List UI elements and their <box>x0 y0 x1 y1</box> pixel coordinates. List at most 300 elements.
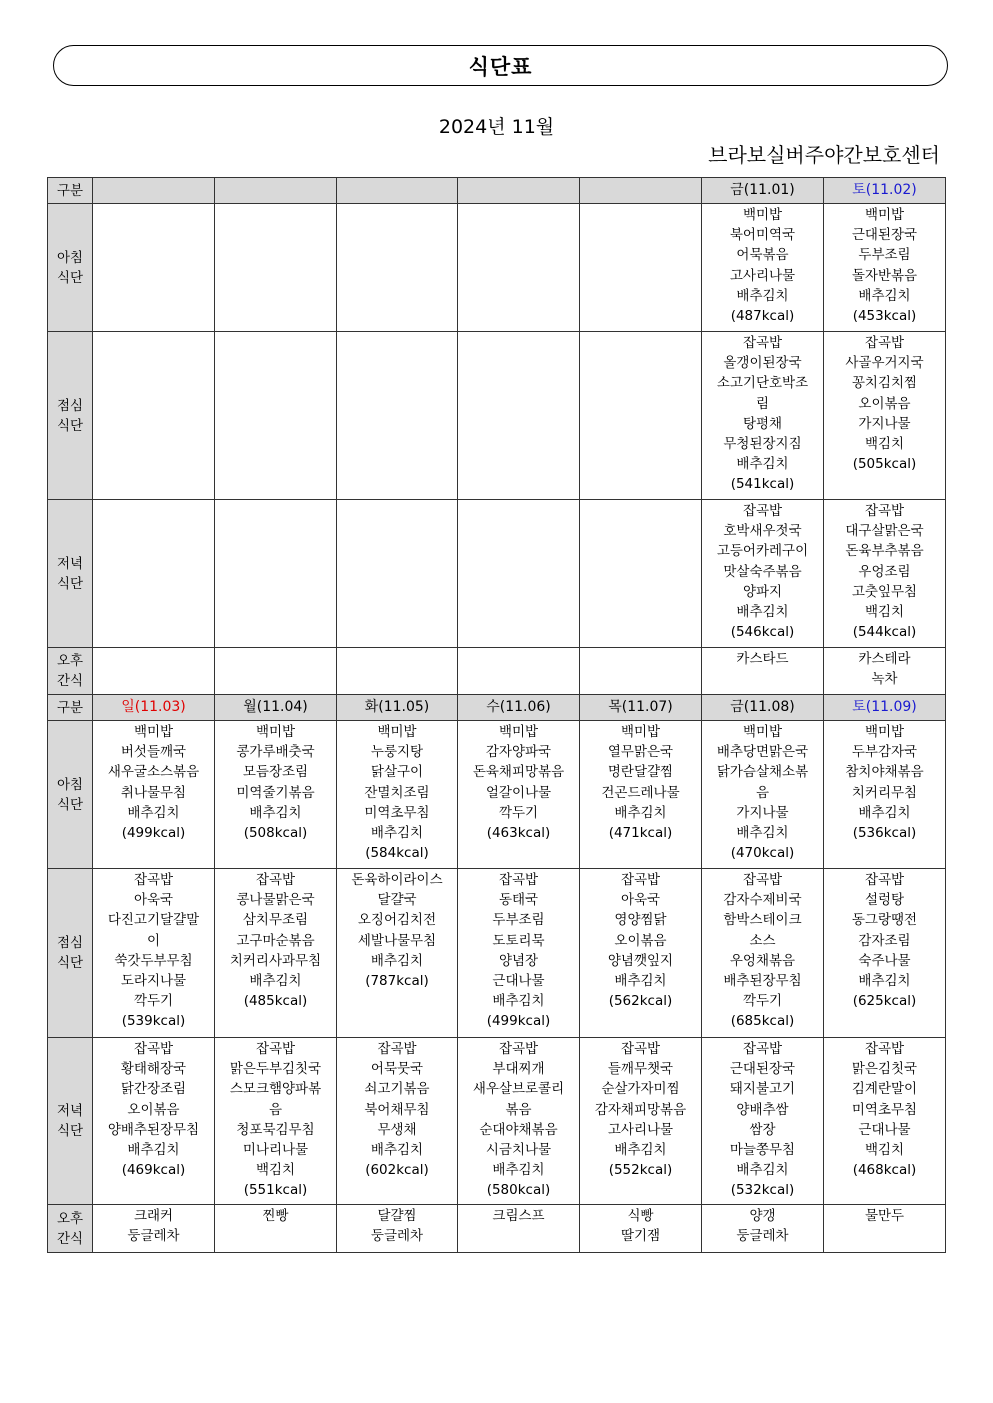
title-box <box>53 45 948 86</box>
dinner-cell <box>215 1038 337 1205</box>
menu-list <box>337 332 457 333</box>
lunch-cell <box>458 332 580 500</box>
header-row <box>48 695 946 721</box>
menu-item: 달걀찜 <box>377 1208 417 1224</box>
menu-item: (469kcal) <box>121 1162 186 1179</box>
dinner-cell <box>337 500 458 648</box>
menu-item: 백미밥 <box>742 207 783 223</box>
menu-item: 다진고기달걀말 <box>107 912 200 929</box>
day-label: 월(11.04) <box>243 699 308 716</box>
menu-item: (471kcal) <box>608 825 673 842</box>
menu-item: 잡곡밥 <box>255 1041 296 1057</box>
menu-item: 물만두 <box>864 1208 905 1224</box>
breakfast-label <box>48 204 93 332</box>
day-label: 토(11.09) <box>852 699 917 716</box>
menu-item: 우엉채볶음 <box>729 952 796 969</box>
menu-list <box>702 1038 823 1201</box>
menu-item: 돈육채피망볶음 <box>472 764 565 781</box>
menu-item: (551kcal) <box>243 1182 308 1199</box>
menu-item: 콩나물맑은국 <box>236 892 315 909</box>
menu-list <box>215 204 336 205</box>
menu-list <box>458 721 579 843</box>
menu-item: 우엉조림 <box>858 563 911 580</box>
menu-item: 도라지나물 <box>120 973 187 990</box>
snack-label <box>48 1205 93 1253</box>
menu-item: 맑은김칫국 <box>851 1061 918 1078</box>
menu-item: 어묵볶음 <box>736 247 789 264</box>
lunch-cell <box>215 332 337 500</box>
menu-item: 배추김치 <box>858 973 911 990</box>
menu-item: 음 <box>268 1101 283 1118</box>
menu-item: 근대된장국 <box>729 1061 796 1078</box>
menu-list <box>824 500 945 642</box>
center-name: 브라보실버주야간보호센터 <box>708 143 940 167</box>
menu-item: 녹차 <box>871 671 898 688</box>
menu-item: 소스 <box>749 932 776 949</box>
menu-list <box>580 721 701 843</box>
menu-item: (552kcal) <box>608 1162 673 1179</box>
label-line: 점심 <box>56 397 84 414</box>
menu-list <box>458 500 579 501</box>
lunch-label <box>48 869 93 1038</box>
snack-cell <box>337 1205 458 1253</box>
menu-item: (485kcal) <box>243 993 308 1010</box>
menu-item: 고등어카레구이 <box>716 543 809 560</box>
menu-item: 백미밥 <box>864 207 905 223</box>
breakfast-cell <box>337 204 458 332</box>
menu-list <box>458 869 579 1032</box>
menu-item: (541kcal) <box>730 476 795 493</box>
menu-list <box>93 648 214 649</box>
menu-item: (625kcal) <box>852 993 917 1010</box>
dinner-cell <box>458 1038 580 1205</box>
menu-item: 둥글레차 <box>127 1228 180 1245</box>
menu-item: 미역초무침 <box>851 1101 918 1118</box>
menu-item: 배추김치 <box>249 973 302 990</box>
menu-item: (453kcal) <box>852 308 917 325</box>
menu-item: 시금치나물 <box>485 1142 552 1159</box>
menu-item: 백김치 <box>255 1162 296 1179</box>
lunch-cell <box>337 332 458 500</box>
breakfast-cell <box>702 204 824 332</box>
menu-item: 배추김치 <box>492 1162 545 1179</box>
menu-item: 콩가루배춧국 <box>236 744 315 761</box>
label-line: 식단 <box>56 796 84 813</box>
menu-item: (536kcal) <box>852 825 917 842</box>
menu-list <box>458 1205 579 1226</box>
day-label: 화(11.05) <box>364 699 430 716</box>
day-header <box>337 695 458 721</box>
label-line: 저녁 <box>56 555 84 572</box>
lunch-cell <box>337 869 458 1038</box>
menu-item: 백미밥 <box>133 724 174 740</box>
menu-item: 배추김치 <box>370 952 424 969</box>
menu-item: 대구살맑은국 <box>845 523 924 540</box>
menu-item: 들깨무챗국 <box>607 1061 674 1078</box>
breakfast-row <box>48 721 946 869</box>
menu-list <box>93 721 214 843</box>
day-label: 금(11.08) <box>730 699 795 716</box>
lunch-cell <box>580 869 702 1038</box>
dinner-cell <box>580 1038 702 1205</box>
menu-item: 감자양파국 <box>485 744 552 761</box>
menu-item: 백미밥 <box>498 724 539 740</box>
menu-item: 잡곡밥 <box>498 1041 539 1057</box>
menu-item: 마늘쫑무침 <box>729 1142 796 1159</box>
label-line: 아침 <box>56 776 84 793</box>
menu-item: 올갱이된장국 <box>723 355 802 372</box>
menu-item: 소고기단호박조 <box>716 375 809 392</box>
menu-item: 배추당면맑은국 <box>716 744 809 761</box>
menu-item: 오이볶음 <box>614 932 667 949</box>
menu-item: 배추김치 <box>858 804 911 821</box>
menu-item: (546kcal) <box>730 624 795 641</box>
menu-list <box>702 500 823 642</box>
menu-item: 취나물무침 <box>120 784 187 801</box>
dinner-cell <box>93 1038 215 1205</box>
menu-item: 볶음 <box>505 1101 532 1118</box>
day-label: 수(11.06) <box>486 699 551 716</box>
dinner-cell <box>702 1038 824 1205</box>
menu-item: 잡곡밥 <box>742 335 783 351</box>
menu-item: 순대야채볶음 <box>479 1121 558 1138</box>
menu-item: 양갱 <box>749 1208 776 1224</box>
menu-list <box>215 500 336 501</box>
menu-list <box>702 648 823 669</box>
menu-item: 근대된장국 <box>851 227 918 244</box>
header-label: 구분 <box>48 695 93 721</box>
menu-list <box>93 869 214 1032</box>
menu-list <box>580 869 701 1011</box>
menu-item: 감자수제비국 <box>723 892 802 909</box>
lunch-row <box>48 332 946 500</box>
lunch-cell <box>824 869 946 1038</box>
day-header <box>93 178 215 204</box>
snack-cell <box>458 648 580 695</box>
day-label: 금(11.01) <box>730 182 795 199</box>
menu-item: 잡곡밥 <box>377 1041 417 1057</box>
menu-item: 새우살브로콜리 <box>472 1081 565 1098</box>
menu-item: 가지나물 <box>858 415 911 432</box>
menu-item: 사골우거지국 <box>845 355 924 372</box>
menu-item: 잡곡밥 <box>864 1041 905 1057</box>
menu-item: 스모크햄양파볶 <box>229 1081 322 1098</box>
menu-item: 쌈장 <box>749 1121 776 1138</box>
menu-list <box>580 500 701 501</box>
menu-item: 도토리묵 <box>492 932 545 949</box>
menu-item: 무생채 <box>377 1121 417 1138</box>
dinner-cell <box>824 500 946 648</box>
menu-item: 버섯들깨국 <box>120 744 187 761</box>
menu-item: 삼치무조림 <box>242 912 309 929</box>
day-header <box>580 695 702 721</box>
snack-cell <box>580 1205 702 1253</box>
menu-item: 돼지불고기 <box>729 1081 796 1098</box>
snack-cell <box>93 1205 215 1253</box>
menu-list <box>215 869 336 1011</box>
menu-item: 배추김치 <box>736 604 789 621</box>
menu-item: 호박새우젓국 <box>723 523 802 540</box>
label-line: 식단 <box>56 1123 84 1139</box>
menu-item: 명란달걀찜 <box>607 764 674 781</box>
menu-item: 두부조림 <box>492 912 545 929</box>
menu-item: 배추김치 <box>736 1162 789 1179</box>
menu-item: 음 <box>755 784 770 801</box>
snack-label <box>48 648 93 695</box>
menu-item: 어묵뭇국 <box>370 1061 424 1078</box>
menu-item: (470kcal) <box>730 845 795 862</box>
lunch-cell <box>702 869 824 1038</box>
menu-list <box>702 1205 823 1246</box>
label-line: 저녁 <box>56 1103 84 1119</box>
snack-cell <box>458 1205 580 1253</box>
menu-item: 찐빵 <box>262 1208 289 1224</box>
day-header <box>580 178 702 204</box>
menu-item: 백미밥 <box>742 724 783 740</box>
label-line: 식단 <box>56 575 84 592</box>
menu-list <box>824 332 945 474</box>
menu-item: 치커리사과무침 <box>229 952 322 969</box>
menu-list <box>580 648 701 649</box>
menu-item: 돈육부추볶음 <box>845 543 924 560</box>
menu-item: 배추김치 <box>370 825 424 842</box>
menu-item: 백미밥 <box>377 724 417 740</box>
menu-table <box>47 177 946 1253</box>
breakfast-cell <box>580 721 702 869</box>
menu-list <box>458 1038 579 1201</box>
menu-item: 순살가자미찜 <box>601 1081 680 1098</box>
lunch-cell <box>702 332 824 500</box>
snack-cell <box>824 648 946 695</box>
menu-item: (539kcal) <box>121 1013 186 1030</box>
breakfast-cell <box>93 721 215 869</box>
menu-list <box>458 332 579 333</box>
menu-item: 양파지 <box>742 583 783 600</box>
menu-list <box>93 1038 214 1180</box>
menu-item: 잔멸치조림 <box>364 784 430 801</box>
day-header <box>702 695 824 721</box>
menu-list <box>580 204 701 205</box>
menu-item: 근대나물 <box>858 1121 911 1138</box>
header-row <box>48 178 946 204</box>
day-header <box>93 695 215 721</box>
menu-item: 닭가슴살채소볶 <box>716 764 809 781</box>
menu-item: 건곤드레나물 <box>601 784 680 801</box>
menu-item: 배추김치 <box>614 1142 667 1159</box>
menu-item: (562kcal) <box>608 993 673 1010</box>
snack-cell <box>215 648 337 695</box>
day-header <box>458 178 580 204</box>
menu-item: 백미밥 <box>864 724 905 740</box>
page-title: 식단표 <box>468 54 533 79</box>
label-line: 간식 <box>56 673 84 689</box>
snack-cell <box>580 648 702 695</box>
menu-list <box>93 1205 214 1246</box>
menu-item: 가지나물 <box>736 804 789 821</box>
menu-item: (787kcal) <box>365 973 429 990</box>
menu-item: (685kcal) <box>730 1013 795 1030</box>
menu-item: 고구마순볶음 <box>236 932 315 949</box>
menu-item: 깍두기 <box>133 993 174 1010</box>
menu-item: 두부감자국 <box>851 744 918 761</box>
day-header <box>458 695 580 721</box>
lunch-cell <box>93 332 215 500</box>
menu-item: 양배추된장무침 <box>107 1121 200 1138</box>
menu-item: (580kcal) <box>486 1182 551 1199</box>
dinner-cell <box>458 500 580 648</box>
menu-item: (544kcal) <box>852 624 917 641</box>
menu-item: (508kcal) <box>243 825 308 842</box>
menu-item: 잡곡밥 <box>864 503 905 519</box>
label-line: 오후 <box>56 1210 84 1227</box>
label-line: 아침 <box>56 249 84 266</box>
menu-item: 배추김치 <box>736 456 789 473</box>
menu-item: 잡곡밥 <box>742 1041 783 1057</box>
menu-item: 양념깻잎지 <box>607 952 674 969</box>
menu-item: 치커리무침 <box>851 784 918 801</box>
day-label: 목(11.07) <box>608 699 673 716</box>
menu-item: 닭살구이 <box>370 764 424 781</box>
menu-item: 닭간장조림 <box>120 1081 187 1098</box>
breakfast-cell <box>458 721 580 869</box>
menu-item: 잡곡밥 <box>620 1041 661 1057</box>
day-header <box>702 178 824 204</box>
header-label: 구분 <box>48 178 93 204</box>
dinner-cell <box>93 500 215 648</box>
lunch-row <box>48 869 946 1038</box>
menu-item: 고사리나물 <box>729 267 796 284</box>
menu-item: 배추김치 <box>614 973 667 990</box>
snack-row <box>48 1205 946 1253</box>
day-label: 일(11.03) <box>121 699 186 716</box>
dinner-label <box>48 1038 93 1205</box>
month-label: 2024년 11월 <box>438 116 555 138</box>
menu-item: (499kcal) <box>486 1013 551 1030</box>
menu-item: 얼갈이나물 <box>485 784 552 801</box>
menu-item: 동그랑땡전 <box>851 912 918 929</box>
menu-item: 잡곡밥 <box>742 503 783 519</box>
label-line: 식단 <box>56 269 84 286</box>
menu-item: 카스테라 <box>858 651 911 667</box>
menu-item: (532kcal) <box>730 1182 795 1199</box>
snack-cell <box>702 1205 824 1253</box>
menu-list <box>824 1205 945 1226</box>
menu-item: 오이볶음 <box>858 395 911 412</box>
menu-item: 배추김치 <box>249 804 302 821</box>
menu-list <box>580 332 701 333</box>
snack-cell <box>702 648 824 695</box>
menu-item: 배추김치 <box>127 804 180 821</box>
breakfast-cell <box>215 721 337 869</box>
menu-list <box>702 721 823 863</box>
menu-item: 고사리나물 <box>607 1121 674 1138</box>
menu-item: 깍두기 <box>498 804 539 821</box>
lunch-cell <box>93 869 215 1038</box>
menu-list <box>824 648 945 689</box>
day-header <box>215 695 337 721</box>
snack-cell <box>337 648 458 695</box>
menu-item: 세발나물무침 <box>357 932 437 949</box>
menu-item: 잡곡밥 <box>620 872 661 888</box>
menu-list <box>337 1205 457 1246</box>
menu-item: 맑은두부김칫국 <box>229 1061 322 1078</box>
menu-item: 식빵 <box>627 1208 654 1224</box>
menu-list <box>93 500 214 501</box>
menu-item: 동태국 <box>498 892 539 909</box>
label-line: 점심 <box>56 935 84 951</box>
menu-list <box>215 332 336 333</box>
menu-item: 백김치 <box>864 436 905 453</box>
breakfast-row <box>48 204 946 332</box>
menu-item: 미역줄기볶음 <box>236 784 315 801</box>
menu-item: 잡곡밥 <box>133 872 174 888</box>
menu-list <box>824 204 945 326</box>
menu-item: 림 <box>755 395 770 412</box>
menu-item: 잡곡밥 <box>498 872 539 888</box>
menu-item: 황태해장국 <box>120 1061 187 1078</box>
breakfast-label <box>48 721 93 869</box>
dinner-cell <box>580 500 702 648</box>
menu-item: 쑥갓두부무침 <box>114 952 193 969</box>
menu-list <box>215 1038 336 1201</box>
menu-item: 설렁탕 <box>864 892 905 909</box>
menu-item: 두부조림 <box>858 247 911 264</box>
menu-list <box>458 204 579 205</box>
menu-item: 크림스프 <box>492 1208 545 1224</box>
lunch-cell <box>458 869 580 1038</box>
menu-item: 배추김치 <box>736 287 789 304</box>
menu-list <box>702 869 823 1032</box>
lunch-cell <box>824 332 946 500</box>
menu-item: 무청된장지짐 <box>723 436 802 453</box>
snack-cell <box>215 1205 337 1253</box>
menu-item: 배추김치 <box>858 287 911 304</box>
menu-item: 북어미역국 <box>729 227 796 244</box>
menu-item: 돌자반볶음 <box>851 267 918 284</box>
menu-list <box>824 1038 945 1180</box>
dinner-cell <box>337 1038 458 1205</box>
breakfast-cell <box>337 721 458 869</box>
menu-item: 탕평채 <box>742 415 783 432</box>
menu-list <box>93 332 214 333</box>
breakfast-cell <box>824 721 946 869</box>
snack-cell <box>824 1205 946 1253</box>
menu-item: 둥글레차 <box>370 1228 424 1245</box>
menu-item: 백김치 <box>864 1142 905 1159</box>
menu-item: 감자조림 <box>858 932 911 949</box>
menu-item: 미역초무침 <box>364 804 430 821</box>
breakfast-cell <box>824 204 946 332</box>
menu-item: 김계란말이 <box>851 1081 918 1098</box>
menu-item: 부대찌개 <box>492 1061 545 1078</box>
menu-item: 꽁치김치찜 <box>851 375 918 392</box>
day-header <box>215 178 337 204</box>
menu-list <box>337 500 457 501</box>
menu-item: 함박스테이크 <box>723 912 802 929</box>
menu-list <box>93 204 214 205</box>
menu-list <box>337 1038 457 1180</box>
menu-item: 잡곡밥 <box>742 872 783 888</box>
day-header <box>824 178 946 204</box>
menu-item: 배추김치 <box>127 1142 180 1159</box>
menu-list <box>580 1038 701 1180</box>
dinner-cell <box>824 1038 946 1205</box>
label-line: 식단 <box>56 417 84 434</box>
label-line: 간식 <box>56 1230 84 1247</box>
label-line: 오후 <box>56 653 84 669</box>
menu-item: 누룽지탕 <box>370 744 424 761</box>
menu-list <box>215 1205 336 1226</box>
